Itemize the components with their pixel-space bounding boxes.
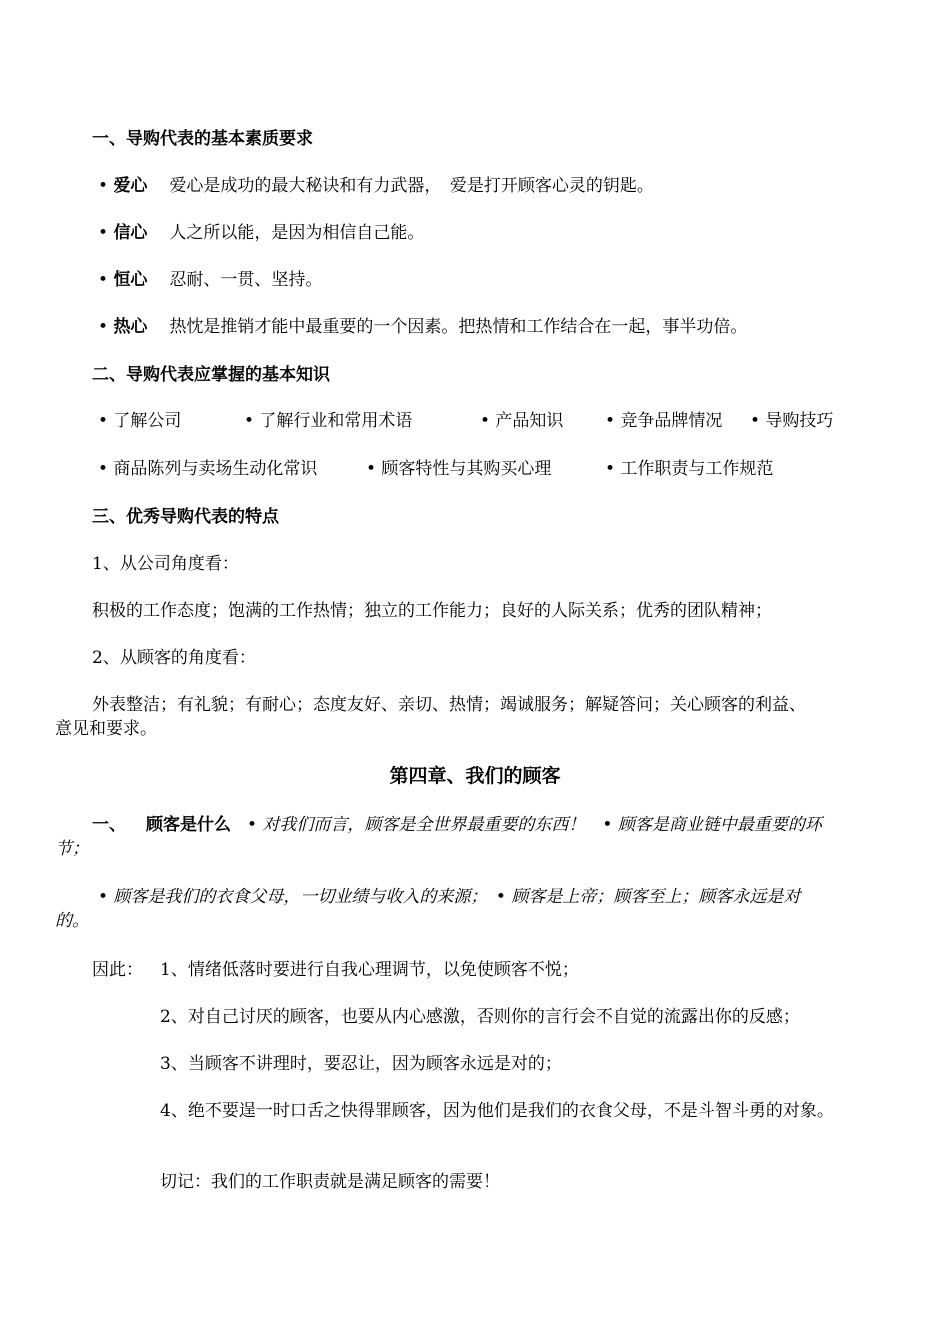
knowledge-item: • 竞争品牌情况 <box>605 411 723 431</box>
text-confidence: 人之所以能，是因为相信自己能。 <box>169 223 425 243</box>
term-confidence: 信心 <box>113 223 148 243</box>
bullet: • <box>98 223 109 243</box>
point-2: 2、对自己讨厌的顾客，也要从内心感激，否则你的言行会不自觉的流露出你的反感； <box>160 1007 800 1027</box>
remember-note: 切记：我们的工作职责就是满足顾客的需要！ <box>160 1172 500 1192</box>
point-4: 4、绝不要逞一时口舌之快得罪顾客，因为他们是我们的衣食父母，不是斗智斗勇的对象。 <box>160 1101 834 1121</box>
item-perseverance <box>98 268 322 292</box>
customer-view-text: 外表整洁；有礼貌；有耐心；态度友好、亲切、热情；竭诚服务；解疑答问；关心顾客的利益、 <box>92 695 806 715</box>
customer-definition-2-cont: 的。 <box>55 911 89 931</box>
knowledge-item: • 产品知识 <box>480 411 564 431</box>
section3-heading: 三、优秀导购代表的特点 <box>92 507 279 527</box>
item-confidence <box>98 221 424 245</box>
knowledge-item: • 顾客特性与其购买心理 <box>366 459 552 479</box>
item-enthusiasm <box>98 315 747 339</box>
knowledge-item: • 导购技巧 <box>750 411 834 431</box>
knowledge-item: • 工作职责与工作规范 <box>605 459 774 479</box>
company-view-title: 1、从公司角度看： <box>92 554 239 574</box>
customer-definition-1-cont: 节； <box>55 839 89 859</box>
item-love <box>98 174 654 198</box>
customer-view-text-cont: 意见和要求。 <box>55 719 157 739</box>
chapter-title: 第四章、我们的顾客 <box>389 765 561 787</box>
term-love: 爱心 <box>113 176 148 196</box>
section2-heading: 二、导购代表应掌握的基本知识 <box>92 365 330 385</box>
bullet: • <box>98 176 109 196</box>
point-3: 3、当顾客不讲理时，要忍让，因为顾客永远是对的； <box>160 1054 562 1074</box>
term-enthusiasm: 热心 <box>113 317 148 337</box>
customer-definition-2: • 顾客是我们的衣食父母，一切业绩与收入的来源； • 顾客是上帝；顾客至上；顾客永远是对 <box>98 887 801 907</box>
bullet: • <box>98 317 109 337</box>
term-perseverance: 恒心 <box>113 270 148 290</box>
company-view-text: 积极的工作态度；饱满的工作热情；独立的工作能力；良好的人际关系；优秀的团队精神； <box>92 601 772 621</box>
customer-definition-1: • 对我们而言，顾客是全世界最重要的东西！ • 顾客是商业链中最重要的环 <box>247 815 822 835</box>
question-title: 顾客是什么 <box>146 815 231 835</box>
knowledge-item: • 了解行业和常用术语 <box>244 411 413 431</box>
text-enthusiasm: 热忱是推销才能中最重要的一个因素。把热情和工作结合在一起，事半功倍。 <box>169 317 748 337</box>
question-number: 一、 <box>92 815 126 835</box>
therefore-label: 因此： <box>92 960 143 980</box>
what-is-customer-line <box>92 813 822 837</box>
text-perseverance: 忍耐、一贯、坚持。 <box>169 270 323 290</box>
knowledge-item: • 了解公司 <box>98 411 182 431</box>
bullet: • <box>98 270 109 290</box>
point-1: 1、情绪低落时要进行自我心理调节，以免使顾客不悦； <box>160 960 579 980</box>
knowledge-item: • 商品陈列与卖场生动化常识 <box>98 459 318 479</box>
customer-view-title: 2、从顾客的角度看： <box>92 648 256 668</box>
text-love: 爱心是成功的最大秘诀和有力武器， 爱是打开顾客心灵的钥匙。 <box>169 176 654 196</box>
section1-heading: 一、导购代表的基本素质要求 <box>92 129 313 149</box>
